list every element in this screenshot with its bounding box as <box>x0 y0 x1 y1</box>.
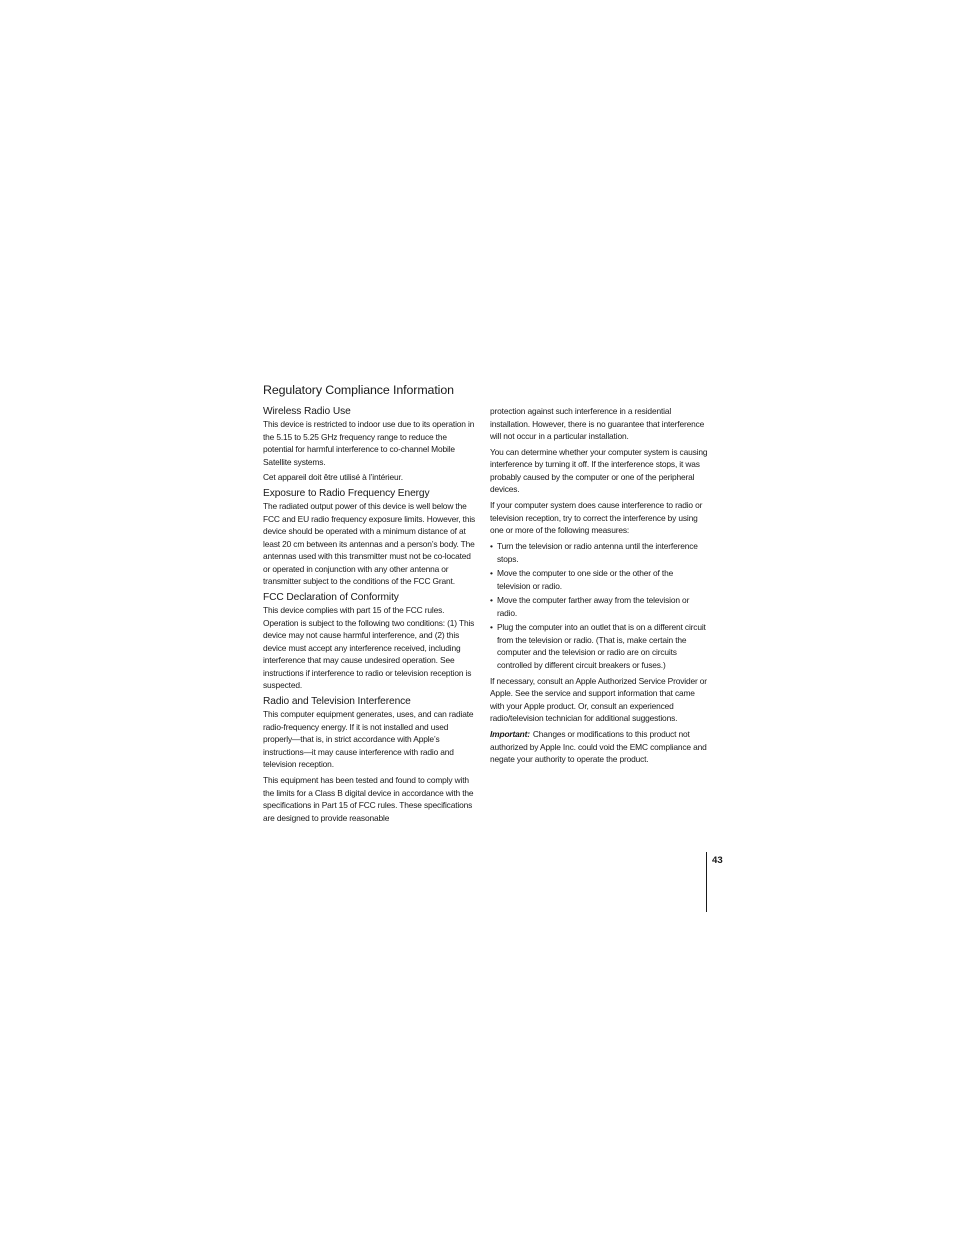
list-item <box>490 594 708 619</box>
paragraph-class-b-testing: This equipment has been tested and found to comply with the limits for a Class B digital device in accordance with the specifications in Part 15 of FCC rules. These specifications are designed to provide reasonable <box>263 775 474 823</box>
page-number-rule <box>706 852 707 912</box>
paragraph-wireless-indoor-use: This device is restricted to indoor use due to its operation in the 5.15 to 5.25 GHz frequency range to reduce the potential for harmful interference to co-channel Mobile Satellite systems. <box>263 419 475 467</box>
section-heading-radio-tv-interference: Radio and Television Interference <box>263 696 411 708</box>
list-item <box>490 540 708 565</box>
right-column <box>490 405 708 769</box>
page-number: 43 <box>712 855 723 866</box>
paragraph-exposure: The radiated output power of this device is well below the FCC and EU radio frequency exposure limits. However, this device should be operated with a minimum distance of at least 20 cm between its antennas and a person’s body. The antennas used with this transmitter must not be co-located or operated in conjunction with any other antenna or transmitter subject to the conditions of the FCC Grant. <box>263 501 476 587</box>
list-item-text: Turn the television or radio antenna until the interference stops. <box>497 541 698 564</box>
paragraph-determine-interference: You can determine whether your computer system is causing interference by turning it off. If the interference stops, it was probably caused by the computer or one of the peripheral devices. <box>490 446 708 495</box>
bullet-icon: • <box>490 622 493 633</box>
left-column <box>263 405 477 827</box>
important-text: Changes or modifications to this product not authorized by Apple Inc. could void the EMC compliance and negate your authority to operate the product. <box>490 729 707 765</box>
paragraph-important-notice <box>490 728 708 766</box>
bullet-icon: • <box>490 541 493 552</box>
bullet-icon: • <box>490 568 493 579</box>
paragraph-radio-tv-interference: This computer equipment generates, uses, and can radiate radio-frequency energy. If it is not installed and used properly—that is, in strict accordance with Apple’s instructions—it may cause interference with radio and television reception. <box>263 709 474 770</box>
paragraph-protection-continued: protection against such interference in a residential installation. However, there is no guarantee that interference will not occur in a particular installation. <box>490 406 705 442</box>
paragraph-consult-service: If necessary, consult an Apple Authorized Service Provider or Apple. See the service and support information that came with your Apple product. Or, consult an experienced radio/television technician for additional suggestions. <box>490 675 707 724</box>
bullet-icon: • <box>490 595 493 606</box>
list-item-text: Plug the computer into an outlet that is on a different circuit from the television or radio. (That is, make certain the computer and the television or radio are on circuits controlled by different circuit breakers or fuses.) <box>497 622 706 670</box>
paragraph-fcc-declaration: This device complies with part 15 of the FCC rules. Operation is subject to the following two conditions: (1) This device may not cause harmful interference, and (2) this device must accept any interference received, including interference that may cause undesired operation. See instructions if interference to radio or television reception is suspected. <box>263 605 475 691</box>
important-label: Important: <box>490 729 530 740</box>
page-title: Regulatory Compliance Information <box>263 383 454 397</box>
list-item <box>490 567 708 592</box>
measures-list <box>490 540 708 671</box>
section-heading-exposure-rf-energy: Exposure to Radio Frequency Energy <box>263 488 430 500</box>
paragraph-wireless-french: Cet appareil doit être utilisé à l’intérieur. <box>263 472 403 483</box>
list-item <box>490 621 708 671</box>
list-item-text: Move the computer farther away from the television or radio. <box>497 595 690 618</box>
list-item-text: Move the computer to one side or the other of the television or radio. <box>497 568 674 591</box>
paragraph-correct-interference: If your computer system does cause interference to radio or television reception, try to correct the interference by using one or more of the following measures: <box>490 500 703 536</box>
section-heading-wireless-radio-use: Wireless Radio Use <box>263 406 351 417</box>
section-heading-fcc-declaration: FCC Declaration of Conformity <box>263 592 399 604</box>
